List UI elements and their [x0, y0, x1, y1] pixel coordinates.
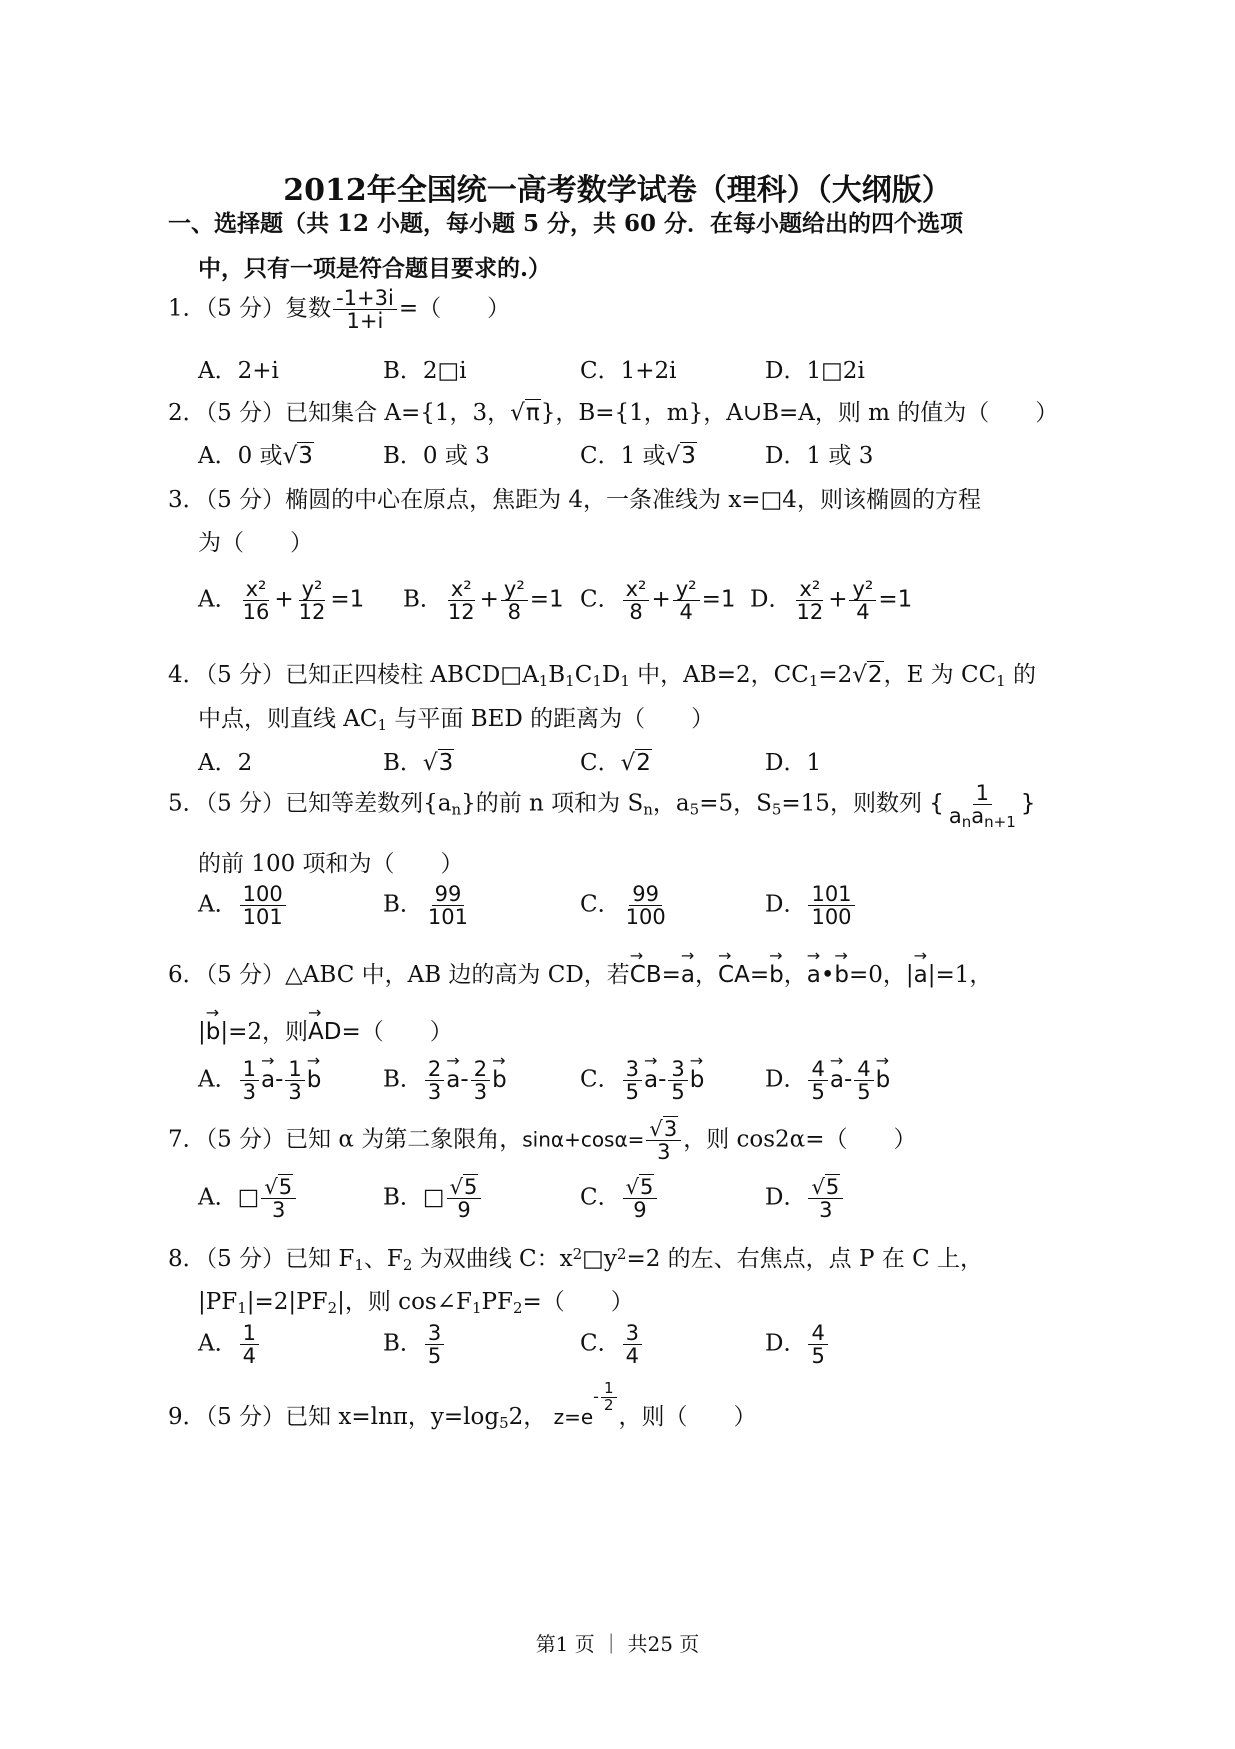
- q7-option-a: A．□ $\frac{√5}{3}$: [198, 1176, 298, 1221]
- q2-option-d: D．1 或 3: [765, 443, 874, 469]
- question-4-line2: 中点，则直线 $AC_1$ 与平面 BED 的距离为（ ）: [198, 706, 715, 734]
- q6-option-a: A． $\frac{1}{3}$ → a- $\frac{1}{3}$ → b: [198, 1058, 321, 1103]
- q4-option-a: A．2: [198, 750, 253, 776]
- question-4-line1: 4．（5 分）已知正四棱柱 $ABCD□A_1B_1C_1D_1$ 中，AB=2，$CC_1=2√2$，E 为 $CC_1$ 的: [168, 662, 1037, 690]
- q8-option-b: B． $\frac{3}{5}$: [383, 1322, 446, 1367]
- page-footer: 第1 页 ｜ 共25 页: [535, 1632, 700, 1656]
- q4-option-b: B．√3: [383, 750, 454, 776]
- question-8-line2: $|PF_1|=2|PF_2|$，则 $\cos\angle F_1PF_2=$（ ）: [198, 1289, 634, 1317]
- question-2: 2．（5 分）已知集合 A={1，3，√π}，B={1，m}，A∪B=A，则 m 的值为（ ）: [168, 400, 1059, 426]
- q5-option-b: B． $\frac{99}{101}$: [383, 882, 468, 930]
- question-3-line2: 为（ ）: [198, 530, 313, 556]
- q3-option-c: C． $\frac{\text{x²}}{8}$ + $\frac{\text{y²}}{4}$ =1: [580, 577, 736, 625]
- question-6-line2: |→ b|=2，则→ AD=（ ）: [198, 1013, 453, 1046]
- q1-option-d: D．1□2i: [765, 358, 865, 384]
- q4-option-d: D．1: [765, 750, 822, 776]
- q2-option-a: A．0 或√3: [198, 443, 313, 469]
- q7-option-b: B．□ $\frac{√5}{9}$: [383, 1176, 483, 1221]
- q6-option-d: D． $\frac{4}{5}$ → a- $\frac{4}{5}$ → b: [765, 1058, 890, 1103]
- question-9: 9．（5 分）已知 x=lnπ，$y=\log_52$， z=e- $\frac{1}{2}$ ，则（ ）: [168, 1379, 757, 1432]
- q1-option-a: A．2+i: [198, 358, 279, 384]
- q6-option-c: C． $\frac{3}{5}$ → a- $\frac{3}{5}$ → b: [580, 1058, 704, 1103]
- q8-option-d: D． $\frac{4}{5}$: [765, 1322, 830, 1367]
- question-6-line1: 6．（5 分）△ABC 中，AB 边的高为 CD，若→ CB=→ a，→ CA=→ b，→ a•→ b=0，|→ a|=1，: [168, 956, 992, 989]
- q5-option-c: C． $\frac{99}{100}$: [580, 882, 666, 930]
- q8-option-c: C． $\frac{3}{4}$: [580, 1322, 644, 1367]
- question-3-line1: 3．（5 分）椭圆的中心在原点，焦距为 4，一条准线为 x=□4，则该椭圆的方程: [168, 487, 981, 513]
- question-5-line2: 的前 100 项和为（ ）: [198, 851, 464, 877]
- q5-option-d: D． $\frac{101}{100}$: [765, 883, 857, 928]
- q7-option-d: D． $\frac{√5}{3}$: [765, 1176, 845, 1221]
- q3-option-b: B． $\frac{\text{x²}}{12}$ + $\frac{\text{y²}}{8}$ =1: [403, 577, 564, 625]
- q2-option-c: C．1 或√3: [580, 443, 696, 469]
- question-1: 1．（5 分）复数 $\frac{-1+3i}{1+i}$ =（ ）: [168, 286, 511, 334]
- q5-option-a: A． $\frac{100}{101}$: [198, 883, 288, 928]
- q7-option-c: C． $\frac{√5}{9}$: [580, 1176, 659, 1221]
- page-title: 2012年全国统一高考数学试卷（理科）（大纲版）: [283, 173, 952, 208]
- section-heading-line1: 一、选择题（共 12 小题，每小题 5 分，共 60 分．在每小题给出的四个选项: [168, 210, 964, 237]
- q6-option-b: B． $\frac{2}{3}$ → a- $\frac{2}{3}$ → b: [383, 1058, 507, 1103]
- section-heading-line2: 中，只有一项是符合题目要求的.）: [198, 255, 552, 282]
- q1-fraction: $\frac{-1+3i}{1+i}$: [333, 287, 397, 332]
- q8-option-a: A． $\frac{1}{4}$: [198, 1322, 261, 1367]
- q2-option-b: B．0 或 3: [383, 443, 490, 469]
- q3-option-a: A． $\frac{\text{x²}}{16}$ + $\frac{\text{y²}}{12}$ =1: [198, 577, 365, 625]
- question-5-line1: 5．（5 分）已知等差数列$\{a_n\}$的前 n 项和为 $S_n$，$a_5=5$，$S_5=15$，则数列 { $\frac{1}{a_na_{n+1}}$ }: [168, 781, 1036, 832]
- q3-option-d: D． $\frac{\text{x²}}{12}$ + $\frac{\text{y²}}{4}$ =1: [750, 577, 913, 625]
- q4-option-c: C．√2: [580, 750, 651, 776]
- q5-sequence-fraction: $\frac{1}{a_na_{n+1}}$: [948, 781, 1016, 832]
- q1-option-b: B．2□i: [383, 358, 467, 384]
- question-8-line1: 8．（5 分）已知 $F_1$、$F_2$ 为双曲线 C：$x^2□y^2=2$ 的左、右焦点，点 P 在 C 上，: [168, 1245, 983, 1274]
- q1-option-c: C．1+2i: [580, 358, 677, 384]
- question-7: 7．（5 分）已知 α 为第二象限角，sinα+cosα= $\frac{√3}{3}$ ，则 cos2α=（ ）: [168, 1117, 917, 1165]
